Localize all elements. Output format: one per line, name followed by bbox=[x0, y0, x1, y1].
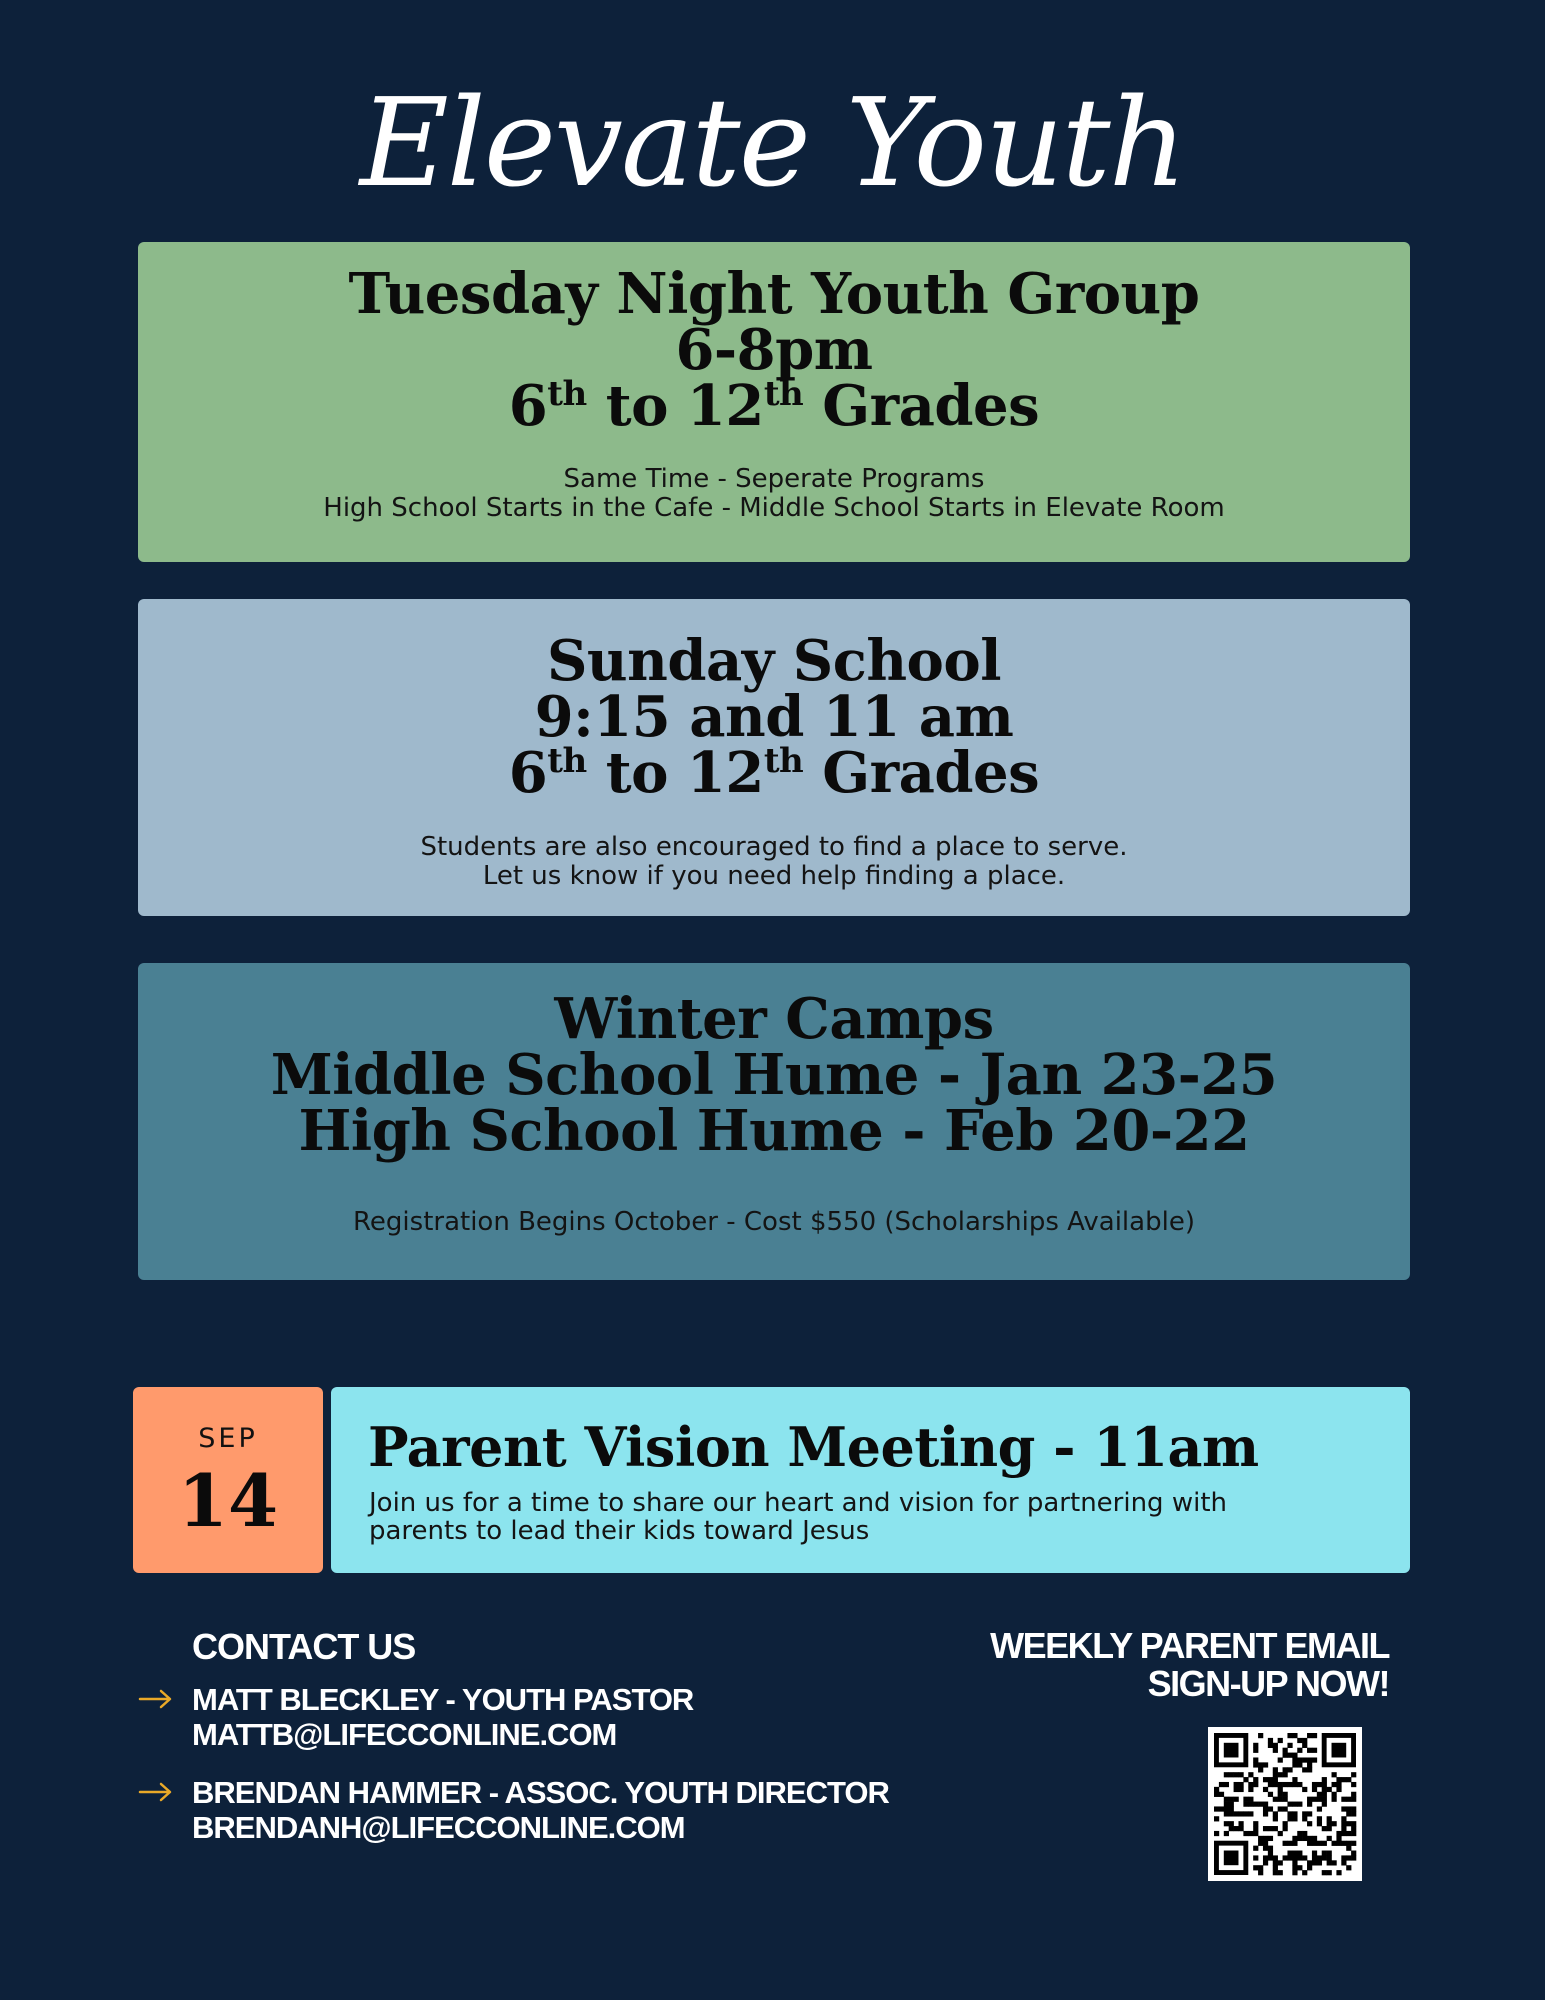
sunday-grades bbox=[138, 740, 1410, 806]
tuesday-headlines bbox=[138, 261, 1410, 439]
qr-code-icon[interactable] bbox=[1208, 1727, 1362, 1881]
event-date-badge bbox=[133, 1387, 323, 1573]
grade-start-suffix: th bbox=[547, 374, 587, 414]
email-signup-text bbox=[990, 1627, 1389, 1703]
tuesday-detail-line: High School Starts in the Cafe - Middle School Starts in Elevate Room bbox=[323, 493, 1225, 523]
middle-school-camp: Middle School Hume - Jan 23-25 bbox=[270, 1042, 1278, 1108]
arrow-right-icon bbox=[136, 1775, 176, 1805]
contact-name: BRENDAN HAMMER - ASSOC. YOUTH DIRECTOR bbox=[192, 1775, 889, 1810]
contact-text bbox=[192, 1682, 693, 1752]
winter-headlines bbox=[138, 986, 1410, 1164]
tuesday-time: 6-8pm bbox=[675, 317, 873, 383]
sunday-detail-line: Let us know if you need help finding a place. bbox=[482, 861, 1066, 891]
arrow-right-icon bbox=[136, 1682, 176, 1712]
contact-email[interactable]: BRENDANH@LIFECCONLINE.COM bbox=[192, 1810, 685, 1845]
tuesday-details bbox=[138, 465, 1410, 523]
grade-end-suffix: th bbox=[763, 741, 804, 781]
sunday-details bbox=[138, 833, 1410, 891]
meeting-title: Parent Vision Meeting - 11am bbox=[368, 1415, 1259, 1479]
winter-title: Winter Camps bbox=[554, 986, 994, 1052]
event-day: 14 bbox=[177, 1458, 279, 1543]
signup-line: WEEKLY PARENT EMAIL bbox=[990, 1625, 1389, 1666]
high-school-camp: High School Hume - Feb 20-22 bbox=[298, 1098, 1250, 1164]
sunday-title: Sunday School bbox=[546, 628, 1002, 694]
grade-start-suffix: th bbox=[547, 741, 587, 781]
contact-email[interactable]: MATTB@LIFECCONLINE.COM bbox=[192, 1717, 617, 1752]
tuesday-grades bbox=[138, 373, 1410, 439]
meeting-desc-line: parents to lead their kids toward Jesus bbox=[369, 1516, 870, 1546]
event-month: SEP bbox=[198, 1423, 258, 1454]
contact-name: MATT BLECKLEY - YOUTH PASTOR bbox=[192, 1682, 694, 1717]
grade-end: Grades bbox=[803, 373, 1040, 439]
grade-mid: to 12 bbox=[586, 740, 764, 806]
grade-mid: to 12 bbox=[586, 373, 764, 439]
grade-start: 6 bbox=[508, 373, 548, 439]
meeting-description bbox=[369, 1489, 1369, 1545]
tuesday-detail-line: Same Time - Seperate Programs bbox=[563, 464, 985, 494]
winter-details bbox=[138, 1208, 1410, 1237]
sunday-time: 9:15 and 11 am bbox=[534, 684, 1014, 750]
contact-text bbox=[192, 1775, 889, 1845]
sunday-detail-line: Students are also encouraged to find a place to serve. bbox=[420, 832, 1128, 862]
tuesday-title: Tuesday Night Youth Group bbox=[348, 261, 1200, 327]
meeting-desc-line: Join us for a time to share our heart and vision for partnering with bbox=[369, 1488, 1227, 1518]
grade-start: 6 bbox=[508, 740, 548, 806]
winter-camps-card bbox=[138, 963, 1410, 1280]
winter-registration: Registration Begins October - Cost $550 (Scholarships Available) bbox=[353, 1207, 1195, 1237]
grade-end: Grades bbox=[803, 740, 1040, 806]
grade-end-suffix: th bbox=[763, 374, 804, 414]
tuesday-youth-group-card bbox=[138, 242, 1410, 562]
sunday-school-card bbox=[138, 599, 1410, 916]
contact-heading: CONTACT US bbox=[192, 1626, 416, 1667]
parent-meeting-card bbox=[331, 1387, 1410, 1573]
signup-line: SIGN-UP NOW! bbox=[1147, 1663, 1389, 1704]
sunday-headlines bbox=[138, 628, 1410, 806]
page-title: Elevate Youth bbox=[359, 72, 1186, 214]
